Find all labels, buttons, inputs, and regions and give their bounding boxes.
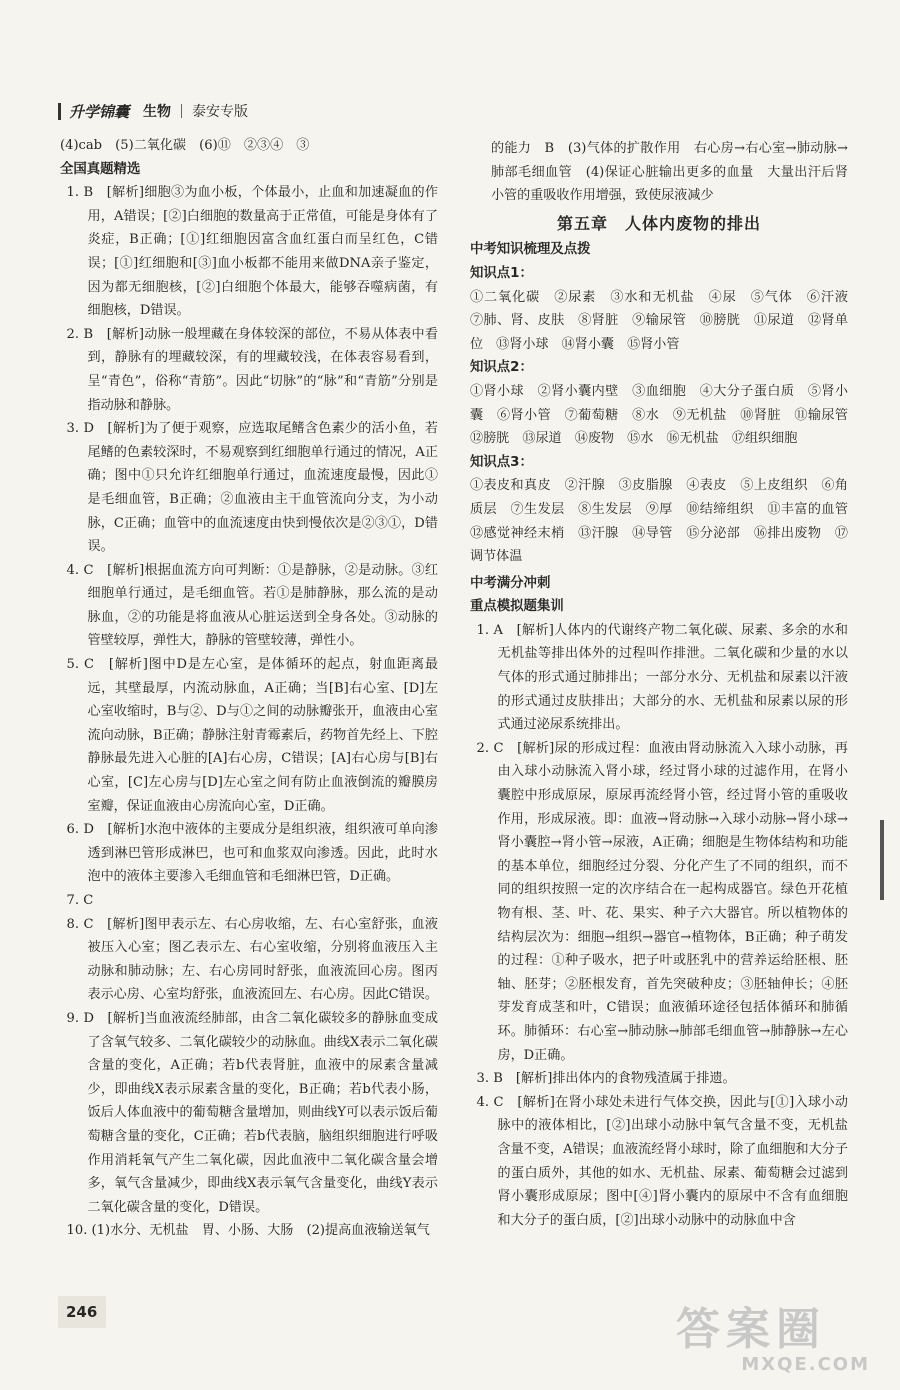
- subject: 生物: [143, 104, 172, 120]
- watermark-sub: MXQE.COM: [741, 1354, 870, 1375]
- right-answer-item: 2. C [解析]尿的形成过程：血液由肾动脉流入入球小动脉，再由入球小动脉流入肾小球，经过肾小球的过滤作用，在肾小囊腔中形成原尿，原尿再流经肾小管，经过肾小管的重吸收作用，形成尿液。即：血液→肾动脉→入球小动脉→肾小球→肾小囊腔→肾小管→尿液，A正确；细胞是生物体结构和功能的基本单位，细胞经过分裂、分化产生了不同的组织，而不同的组织按照一定的次序结合在一起构成器官。绿色开花植物有根、茎、叶、花、果实、种子六大器官。所以植物体的结构层次为：细胞→组织→器官→植物体，B正确；种子萌发的过程：①种子吸水，把子叶或胚乳中的营养运给胚根、胚轴、胚芽；②胚根发育，首先突破种皮；③胚轴伸长；④胚芽发育成茎和叶，C错误；血液循环途径包括体循环和肺循环。肺循环：右心室→肺动脉→肺部毛细血管→肺静脉→左心房，D正确。: [476, 740, 848, 1063]
- edition: 泰安专版: [192, 104, 249, 120]
- right-text-line: ①二氧化碳 ②尿素 ③水和无机盐 ④尿 ⑤气体 ⑥汗液 ⑦肺、肾、皮肤 ⑧肾脏 ⑨输尿管 ⑩膀胱 ⑪尿道 ⑫肾单位 ⑬肾小球 ⑭肾小囊 ⑮肾小管: [470, 289, 862, 352]
- right-text-line: ①肾小球 ②肾小囊内壁 ③血细胞 ④大分子蛋白质 ⑤肾小囊 ⑥肾小管 ⑦葡萄糖 ⑧水 ⑨无机盐 ⑩肾脏 ⑪输尿管 ⑫膀胱 ⑬尿道 ⑭废物 ⑮水 ⑯无机盐 ⑰组织细胞: [470, 383, 862, 447]
- right-section-heading: 中考满分冲刺: [470, 575, 551, 591]
- left-answer-item: 5. C [解析]图中D是左心室，是体循环的起点，射血距离最远，其壁最厚，内流动脉血，A正确；当[B]右心室、[D]左心室收缩时，B与②、D与①之间的动脉瓣张开，血液由心室流向动脉，B正确；静脉注射青霉素后，药物首先经上、下腔静脉最先进入心脏的[A]右心房，C错误；[A]右心房与[B]右心室，[C]左心房与[D]左心室之间有防止血液倒流的瓣膜房室瓣，保证血液由心房流向心室，D正确。: [66, 657, 438, 814]
- running-header: [58, 100, 248, 122]
- book-title: 升学锦囊: [69, 102, 130, 121]
- left-answer-item: 10. (1)水分、无机盐 胃、小肠、大肠 (2)提高血液输送氧气: [66, 1223, 430, 1239]
- left-column: [60, 134, 438, 1243]
- left-answer-item: 8. C [解析]图甲表示左、右心房收缩，左、右心室舒张，血液被压入心室；图乙表示左、右心室收缩，分别将血液压入主动脉和肺动脉；左、右心房同时舒张，血液流回心房。图丙表示心房、心室均舒张，血液流回左、右心房。因此C错误。: [66, 916, 438, 1003]
- right-text-line: ①表皮和真皮 ②汗腺 ③皮脂腺 ④表皮 ⑤上皮组织 ⑥角质层 ⑦生发层 ⑧生发层 ⑨厚 ⑩结缔组织 ⑪丰富的血管 ⑫感觉神经末梢 ⑬汗腺 ⑭导管 ⑮分泌部 ⑯排出废物 ⑰调节体温: [470, 478, 862, 565]
- left-section-heading: 全国真题精选: [60, 161, 141, 177]
- left-answer-item: 4. C [解析]根据血流方向可判断：①是静脉，②是动脉。③红细胞单行通过，是毛细血管。若①是肺静脉，那么流的是动脉血，②的功能是将血液从心脏运送到全身各处。③动脉的管壁较厚，弹性大，静脉的管壁较薄，弹性小。: [66, 562, 438, 649]
- watermark-logo: [676, 1306, 886, 1378]
- header-divider: [181, 104, 182, 118]
- left-answer-item: 9. D [解析]当血液流经肺部，由含二氧化碳较多的静脉血变成了含氧气较多、二氧化碳较少的动脉血。曲线X表示二氧化碳含量的变化，A正确；若b代表肾脏，血液中的尿素含量减少，即曲线X表示尿素含量的变化，B正确；若b代表小肠，饭后人体血液中的葡萄糖含量增加，则曲线Y可以表示饭后葡萄糖含量的变化，C正确；若b代表脑，脑组织细胞进行呼吸作用消耗氧气产生二氧化碳，因此血液中二氧化碳含量会增多，氧气含量减少，即曲线X表示氧气含量变化，曲线Y表示二氧化碳含量的变化，D错误。: [66, 1010, 438, 1215]
- left-answer-item: 6. D [解析]水泡中液体的主要成分是组织液，组织液可单向渗透到淋巴管形成淋巴，也可和血浆双向渗透。因此，此时水泡中的液体主要渗入毛细血管和毛细淋巴管，D正确。: [66, 822, 438, 885]
- page-number: 246: [66, 1303, 98, 1321]
- header-bar: [58, 103, 61, 120]
- right-column: [470, 137, 862, 1232]
- right-section-heading: 知识点2：: [470, 360, 533, 376]
- right-text-line: 的能力 B (3)气体的扩散作用 右心房→右心室→肺动脉→肺部毛细血管 (4)保证心脏输出更多的血量 大量出汗后肾小管的重吸收作用增强，致使尿液减少: [490, 141, 848, 204]
- right-answer-item: 1. A [解析]人体内的代谢终产物二氧化碳、尿素、多余的水和无机盐等排出体外的过程叫作排泄。二氧化碳和少量的水以气体的形式通过肺排出；一部分水分、无机盐和尿素以汗液的形式通过皮肤排出；大部分的水、无机盐和尿素以尿的形式通过泌尿系统排出。: [476, 622, 848, 733]
- right-section-heading: 知识点3：: [470, 454, 533, 470]
- left-answer-item: 7. C: [66, 893, 94, 908]
- right-section-heading: 重点模拟题集训: [470, 599, 564, 615]
- right-chapter-title: 第五章 人体内废物的排出: [556, 213, 761, 233]
- watermark-main: 答案圈: [676, 1304, 826, 1355]
- left-answer-item: 2. B [解析]动脉一般埋藏在身体较深的部位，不易从体表中看到，静脉有的埋藏较深，有的埋藏较浅，在体表容易看到，呈“青色”，俗称“青筋”。因此“切脉”的“脉”和“青筋”分别是指动脉和静脉。: [66, 326, 438, 413]
- right-answer-item: 4. C [解析]在肾小球处未进行气体交换，因此与[①]入球小动脉中的液体相比，[②]出球小动脉中氧气含量不变，无机盐含量不变，A错误；血液流经肾小球时，除了血细胞和大分子的蛋白质外，其他的如水、无机盐、尿素、葡萄糖会过滤到肾小囊形成原尿；图中[④]肾小囊内的原尿中不含有血细胞和大分子的蛋白质，[②]出球小动脉中的动脉血中含: [476, 1094, 848, 1228]
- left-answer-item: 1. B [解析]细胞③为血小板，个体最小，止血和加速凝血的作用，A错误；[②]白细胞的数量高于正常值，可能是身体有了炎症，B正确；[①]红细胞因富含血红蛋白而呈红色，C错误；[①]红细胞和[③]血小板都不能用来做DNA亲子鉴定，因为都无细胞核，[②]白细胞个体最大，能够吞噬病菌，有细胞核，D错误。: [66, 185, 438, 319]
- right-section-heading: 中考知识梳理及点拨: [470, 242, 591, 258]
- left-text-line: (4)cab (5)二氧化碳 (6)⑪ ②③④ ③: [60, 138, 310, 153]
- page-edge-mark: [880, 820, 884, 900]
- left-answer-item: 3. D [解析]为了便于观察，应选取尾鳍含色素少的活小鱼，若尾鳍的色素较深时，不易观察到红细胞单行通过的情况，A正确；图中①只允许红细胞单行通过，血流速度最慢，因此①是毛细血管，B正确；②血液由主干血管流向分支，为小动脉，C正确；血管中的血流速度由快到慢依次是②③①，D错误。: [66, 421, 438, 555]
- right-section-heading: 知识点1：: [470, 265, 533, 281]
- right-answer-item: 3. B [解析]排出体内的食物残渣属于排遗。: [476, 1071, 736, 1087]
